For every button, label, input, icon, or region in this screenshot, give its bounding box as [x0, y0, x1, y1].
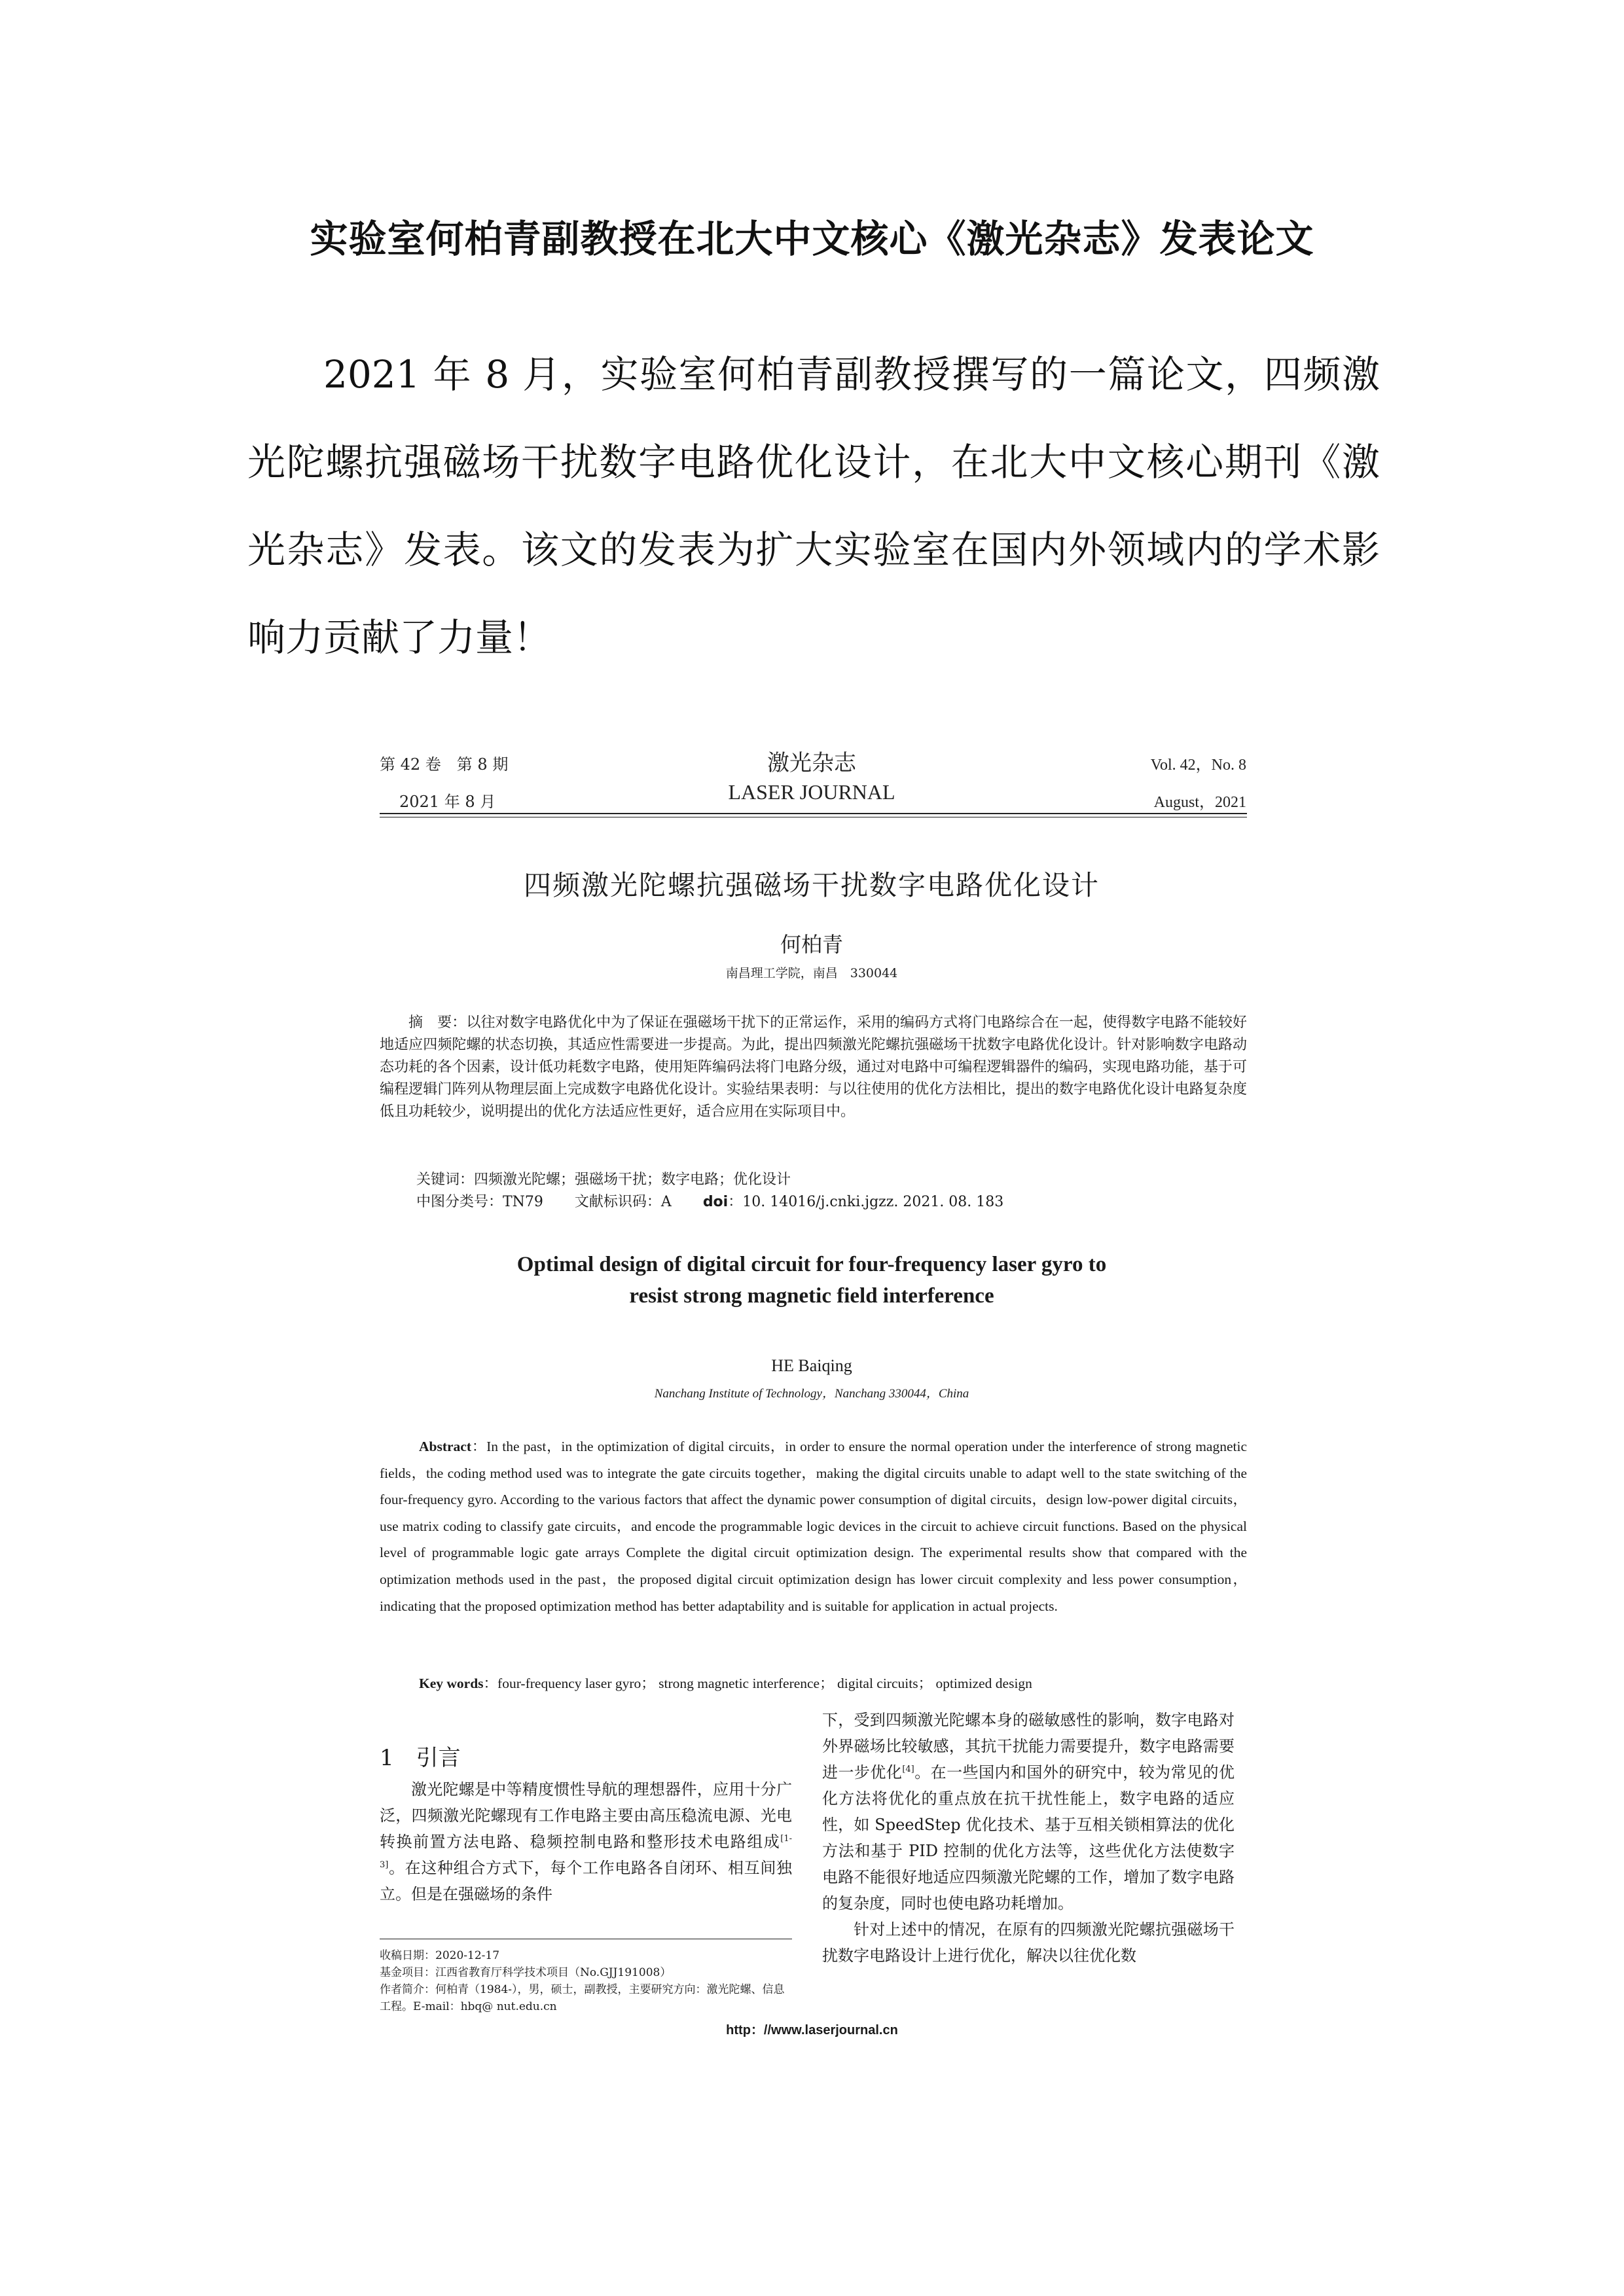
paper-title-cn: 四频激光陀螺抗强磁场干扰数字电路优化设计: [523, 869, 1100, 901]
paper-title-en: [380, 1249, 1244, 1312]
title-en-line1: Optimal design of digital circuit for four-frequency laser gyro to: [516, 1253, 1107, 1276]
news-title: 实验室何柏青副教授在北大中文核心《激光杂志》发表论文: [310, 217, 1314, 261]
keywords-cn: 关键词：四频激光陀螺；强磁场干扰；数字电路；优化设计: [416, 1172, 791, 1188]
ref-1-3[interactable]: [1-3]: [380, 1834, 792, 1870]
abstract-en-text: ：In the past，in the optimization of digital circuits，in order to ensure the normal operation under the interference of strong magnetic fields，the coding method used was to integrate the gate circuits together，making the digital circuits unable to adapt well to the state switching of the four-frequency gyro. According to the various factors that affect the dynamic power consumption of digital circuits，design low-power digital circuits，use matrix coding to classify gate circuits，and encode the programmable logic devices in the circuit to achieve circuit functions. Based on the physical level of programmable logic gate arrays Complete the digital circuit optimization design. The experimental results show that compared with the optimization methods used in the past，the proposed digital circuit optimization design has lower circuit complexity and less power consumption，indicating that the proposed optimization method has better adaptability and is suitable for application in actual projects.: [380, 1439, 1247, 1614]
right-col-a: 下，受到四频激光陀螺本身的磁敏感性的影响，数字电路对外界磁场比较敏感，其抗干扰能力需要提升，数字电路需要进一步优化: [822, 1711, 1235, 1782]
abstract-en-label: Abstract: [419, 1439, 472, 1454]
right-col-p2: 针对上述中的情况，在原有的四频激光陀螺抗强磁场干扰数字电路设计上进行优化，解决以往优化数: [822, 1920, 1235, 1965]
keywords-en-text: ：four-frequency laser gyro； strong magnetic interference； digital circuits； optimized design: [483, 1676, 1032, 1691]
paper-author-en: HE Baiqing: [771, 1356, 852, 1375]
footnote-received: 收稿日期：2020-12-17: [380, 1949, 500, 1962]
news-body-text: 2021 年 8 月，实验室何柏青副教授撰写的一篇论文，四频激光陀螺抗强磁场干扰数字电路优化设计，在北大中文核心期刊《激光杂志》发表。该文的发表为扩大实验室在国内外领域内的学术影响力贡献了力量！: [247, 352, 1380, 660]
journal-volume-en: Vol. 42，No. 8: [1150, 757, 1246, 774]
abstract-cn-label: 摘 要：: [408, 1014, 467, 1031]
abstract-en: [380, 1433, 1247, 1619]
classification-line: [380, 1191, 1284, 1213]
section-heading: 1 引言: [380, 1745, 461, 1771]
journal-name-cn: 激光杂志: [767, 750, 856, 776]
footnote-author: 作者简介：何柏青（1984-），男，硕士，副教授，主要研究方向：激光陀螺、信息工程。E-mail：hbq@ nut.edu.cn: [380, 1983, 785, 2013]
right-column-text: [822, 1707, 1235, 1969]
ref-4[interactable]: [4]: [902, 1765, 914, 1774]
journal-url[interactable]: http：//www.laserjournal.cn: [726, 2023, 898, 2037]
paper-affiliation-en: Nanchang Institute of Technology，Nanchang 330044，China: [654, 1387, 969, 1401]
abstract-cn: [380, 1012, 1247, 1123]
abstract-cn-text: 以往对数字电路优化中为了保证在强磁场干扰下的正常运作，采用的编码方式将门电路综合在一起，使得数字电路不能较好地适应四频陀螺的状态切换，其适应性需要进一步提高。为此，提出四频激光陀螺抗强磁场干扰数字电路优化设计。针对影响数字电路动态功耗的各个因素，设计低功耗数字电路，使用矩阵编码法将门电路分级，通过对电路中可编程逻辑器件的编码，实现电路功能，基于可编程逻辑门阵列从物理层面上完成数字电路优化设计。实验结果表明：与以往使用的优化方法相比，提出的数字电路优化设计电路复杂度低且功耗较少，说明提出的优化方法适应性更好，适合应用在实际项目中。: [380, 1014, 1247, 1120]
doi: ：10. 14016/j.cnki.jgzz. 2021. 08. 183: [728, 1194, 1004, 1210]
footnote-fund: 基金项目：江西省教育厅科学技术项目（No.GJJ191008）: [380, 1966, 672, 1979]
header-rule: [380, 813, 1247, 814]
left-col-a: 激光陀螺是中等精度惯性导航的理想器件，应用十分广泛，四频激光陀螺现有工作电路主要由高压稳流电源、光电转换前置方法电路、稳频控制电路和整形技术电路组成: [380, 1780, 792, 1851]
journal-name-en: LASER JOURNAL: [728, 780, 895, 804]
journal-date-en: August，2021: [1153, 794, 1246, 811]
left-col-b: 。在这种组合方式下，每个工作电路各自闭环、相互间独立。但是在强磁场的条件: [380, 1859, 792, 1903]
footnotes: [380, 1947, 792, 2015]
journal-volume: 第 42 卷 第 8 期: [380, 755, 509, 774]
right-col-b: 。在一些国内和国外的研究中，较为常见的优化方法将优化的重点放在抗干扰性能上，数字电路的适应性，如 SpeedStep 优化技术、基于互相关锁相算法的优化方法和基于 PID 控制的优化方法等，这些优化方法使数字电路不能很好地适应四频激光陀螺的工作，增加了数字电路的复杂度，同时也使电路功耗增加。: [822, 1763, 1235, 1912]
paper-affiliation-cn: 南昌理工学院，南昌 330044: [725, 966, 898, 980]
keywords-en: [380, 1670, 1286, 1696]
journal-date-cn: 2021 年 8 月: [399, 793, 496, 811]
keywords-en-label: Key words: [419, 1676, 484, 1691]
paper-author-cn: 何柏青: [780, 932, 843, 957]
doc-code: 文献标识码：A: [574, 1194, 672, 1210]
title-en-line2: resist strong magnetic field interference: [629, 1284, 994, 1308]
news-body: [247, 331, 1380, 681]
left-column-text: [380, 1776, 792, 1907]
clc: 中图分类号：TN79: [416, 1194, 543, 1210]
doi-label: doi: [702, 1194, 729, 1210]
